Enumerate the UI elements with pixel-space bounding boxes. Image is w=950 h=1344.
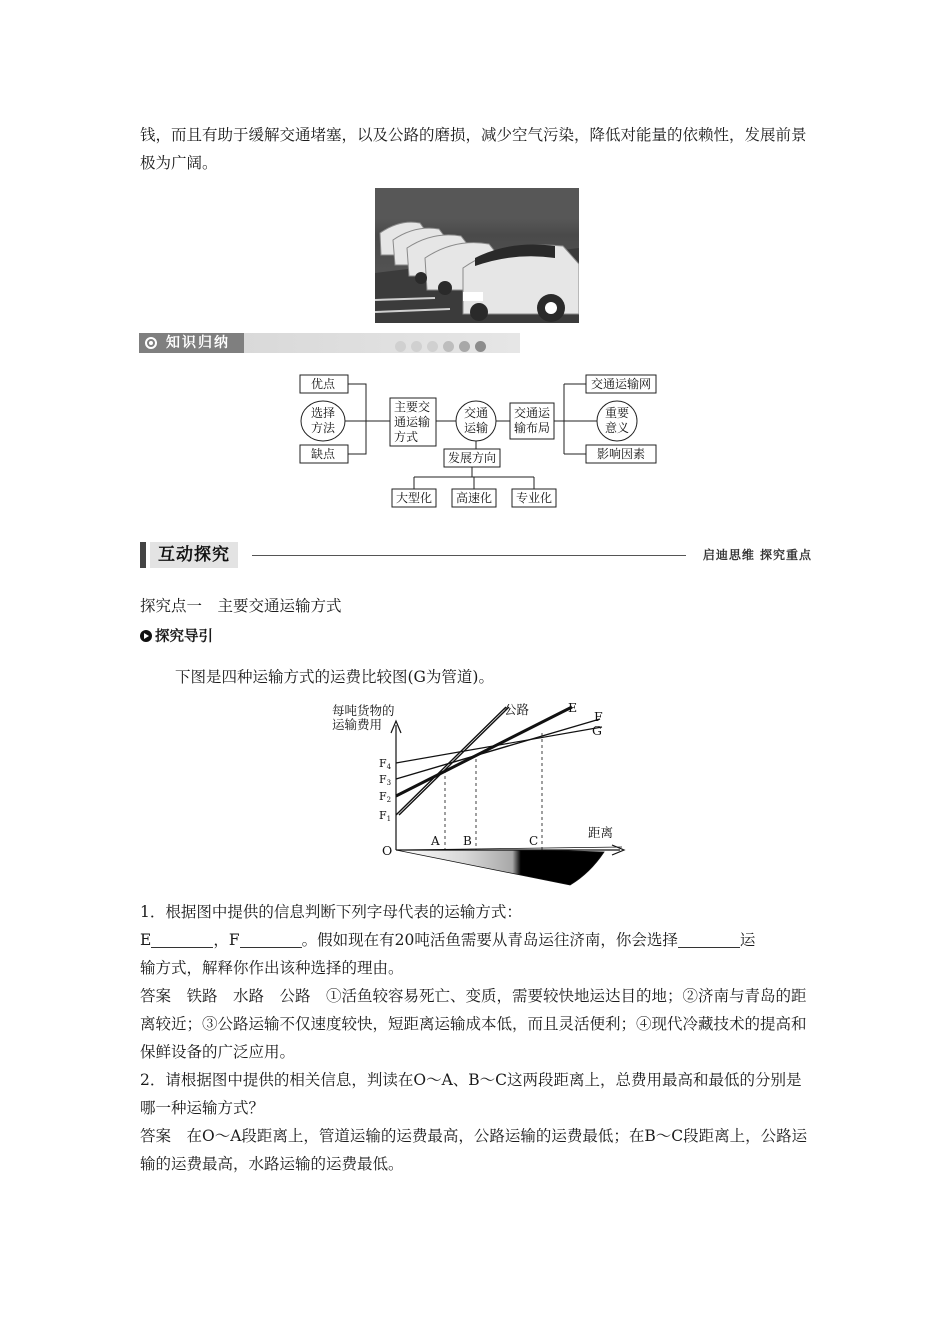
series-label-2: F xyxy=(594,709,603,724)
banner-title: 知识归纳 xyxy=(166,335,230,351)
xlabel: 距离 xyxy=(588,825,614,840)
series-line-2 xyxy=(396,719,600,779)
series-label-0: 公路 xyxy=(504,702,530,717)
cm-fast: 高速化 xyxy=(456,491,493,505)
cm-main-3: 方式 xyxy=(394,430,419,444)
q2-text: 2．请根据图中提供的相关信息，判读在O～A、B～C这两段距离上，总费用最高和最低的分别是哪一种运输方式？ xyxy=(140,1071,802,1117)
xmark-a: A xyxy=(431,834,440,848)
point-title: 探究点一 主要交通运输方式 xyxy=(140,597,342,615)
cm-network: 交通运输网 xyxy=(591,377,652,391)
cm-cons: 缺点 xyxy=(311,447,336,461)
section-header xyxy=(140,540,816,570)
cm-factors: 影响因素 xyxy=(597,447,646,461)
ytick-f4: F4 xyxy=(379,757,392,771)
q1-choice-blank[interactable] xyxy=(678,929,740,948)
ylabel-1: 每吨货物的 xyxy=(332,703,395,718)
q1-text xyxy=(140,898,816,1178)
cm-special: 专业化 xyxy=(516,491,553,505)
cm-choose-2: 方法 xyxy=(311,421,336,435)
knowledge-banner xyxy=(139,333,520,353)
cm-large: 大型化 xyxy=(396,491,433,505)
chart-intro: 下图是四种运输方式的运费比较图(G为管道)。 xyxy=(175,668,494,686)
q2-answer: 答案 在O～A段距离上，管道运输的运费最高，公路运输的运费最低；在B～C段距离上，公路运输的运费最高，水路运输的运费最低。 xyxy=(140,1127,808,1173)
guide-heading xyxy=(140,625,213,646)
xmark-c: C xyxy=(529,834,539,848)
concept-map xyxy=(280,365,670,515)
cars-parked-photo xyxy=(375,188,579,323)
q1-text-d: 输方式，解释你作出该种选择的理由。 xyxy=(140,959,404,977)
series-line-1 xyxy=(396,707,572,796)
ytick-f2: F2 xyxy=(379,790,392,804)
cm-sig-2: 意义 xyxy=(605,421,630,435)
q1-answer: 答案 铁路 水路 公路 ①活鱼较容易死亡、变质，需要较快地运达目的地；②济南与青岛的距离较近；③公路运输不仅速度较快，短距离运输成本低，而且灵活便利；④现代冷藏技术的提高和保鲜设备的广泛应用。 xyxy=(140,987,807,1061)
series-label-3: G xyxy=(592,723,602,738)
cm-main-2: 通运输 xyxy=(394,415,431,429)
cm-direction: 发展方向 xyxy=(448,451,497,465)
freight-chart xyxy=(330,697,630,892)
cm-transport-1: 交通 xyxy=(464,406,489,420)
guide-label: 探究导引 xyxy=(155,629,213,645)
section-title: 互动探究 xyxy=(150,542,238,568)
q1-line1: 1．根据图中提供的信息判断下列字母代表的运输方式： xyxy=(140,903,522,921)
q1-f-blank[interactable] xyxy=(240,929,302,948)
origin-label: O xyxy=(382,843,393,858)
cm-pros: 优点 xyxy=(311,377,336,391)
q1-f-label: ，F xyxy=(213,931,240,949)
target-icon xyxy=(145,337,157,349)
cm-transport-2: 运输 xyxy=(464,421,489,435)
cm-layout-1: 交通运 xyxy=(514,406,551,420)
banner-dots xyxy=(395,337,491,356)
intro-paragraph: 钱，而且有助于缓解交通堵塞，以及公路的磨损，减少空气污染，降低对能量的依赖性，发展前景极为广阔。 xyxy=(140,126,807,172)
cm-main-1: 主要交 xyxy=(394,400,431,414)
xmark-b: B xyxy=(463,834,472,848)
series-line-0 xyxy=(399,707,509,815)
cm-choose-1: 选择 xyxy=(311,406,336,420)
series-line-0 xyxy=(396,707,506,815)
q1-e-blank[interactable] xyxy=(151,929,213,948)
ylabel-2: 运输费用 xyxy=(332,717,383,732)
cm-sig-1: 重要 xyxy=(605,406,630,420)
q1-text-b: 。假如现在有20吨活鱼需要从青岛运往济南，你会选择 xyxy=(301,931,678,949)
section-subtitle: 启迪思维 探究重点 xyxy=(702,548,812,562)
cm-layout-2: 输布局 xyxy=(514,421,551,435)
ytick-f1: F1 xyxy=(379,809,392,823)
q1-e-label: E xyxy=(140,931,152,949)
series-line-3 xyxy=(396,727,602,763)
q1-text-c: 运 xyxy=(739,931,756,949)
ytick-f3: F3 xyxy=(379,773,392,787)
play-icon xyxy=(140,630,152,642)
series-label-1: E xyxy=(568,700,578,715)
